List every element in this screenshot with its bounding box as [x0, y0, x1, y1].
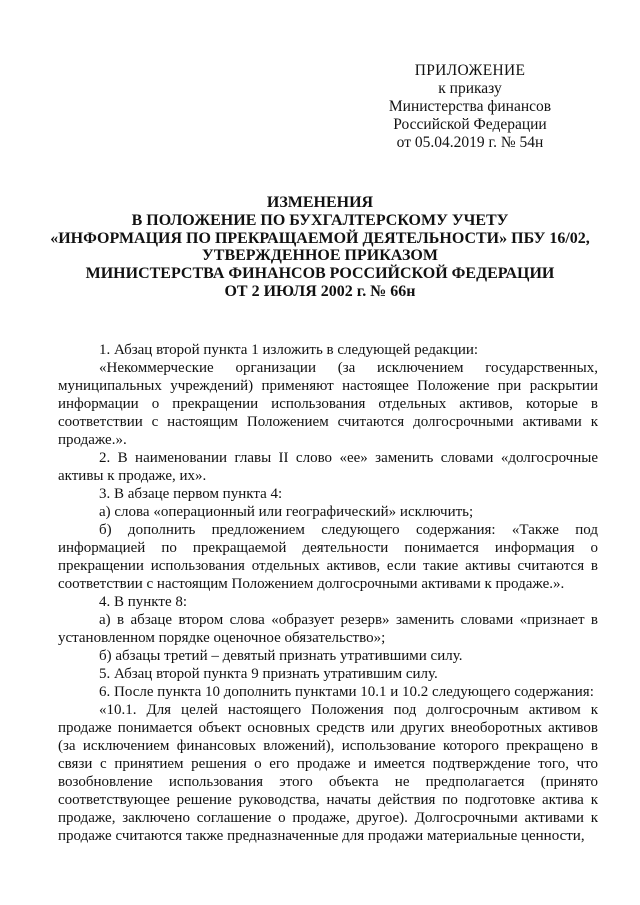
paragraph: а) слова «операционный или географический» исключить; — [99, 504, 474, 520]
appendix-order-ref: от 05.04.2019 г. № 54н — [396, 134, 544, 151]
title-line: УТВЕРЖДЕННОЕ ПРИКАЗОМ — [202, 247, 438, 265]
paragraph: «10.1. Для целей настоящего Положения под долгосрочным активом к продаже понимается объект основных средств или других внеоборотных активов (за исключением финансовых вложений), использование которого прекращено в связи с принятием решения о его продаже и имеется подтверждение того, что возобновление использования этого объекта не предполагается (принято соответствующее решение руководства, начаты действия по подготовке актива к продаже, заключено соглашение о продаже, другое). Долгосрочными активами к продаже считаются также предназначенные для продажи материальные ценности, — [58, 702, 598, 844]
title-line: ИЗМЕНЕНИЯ — [266, 194, 374, 211]
paragraph: 3. В абзаце первом пункта 4: — [99, 486, 283, 502]
paragraph: 6. После пункта 10 дополнить пунктами 10.1 и 10.2 следующего содержания: — [99, 684, 594, 700]
appendix-line: Министерства финансов — [388, 98, 552, 115]
title-line: ОТ 2 ИЮЛЯ 2002 г. № 66н — [224, 282, 416, 300]
paragraph: 4. В пункте 8: — [99, 594, 188, 610]
paragraph: 1. Абзац второй пункта 1 изложить в следующей редакции: — [99, 342, 479, 358]
document-title — [40, 194, 600, 301]
appendix-line: к приказу — [438, 80, 502, 97]
title-line: «ИНФОРМАЦИЯ ПО ПРЕКРАЩАЕМОЙ ДЕЯТЕЛЬНОСТИ» ПБУ 16/02, — [50, 229, 590, 247]
paragraph: а) в абзаце втором слова «образует резерв» заменить словами «признает в установленном порядке оценочное обязательство»; — [58, 612, 598, 646]
paragraph: 5. Абзац второй пункта 9 признать утратившим силу. — [99, 666, 438, 682]
paragraph: 2. В наименовании главы II слово «ее» заменить словами «долгосрочные активы к продаже, их». — [58, 450, 598, 484]
title-line: В ПОЛОЖЕНИЕ ПО БУХГАЛТЕРСКОМУ УЧЕТУ — [131, 211, 509, 229]
paragraph: б) абзацы третий – девятый признать утратившими силу. — [99, 648, 463, 664]
paragraph: «Некоммерческие организации (за исключением государственных, муниципальных учреждений) применяют настоящее Положение при раскрытии информации о прекращении использования отдельных активов, которые в соответствии с настоящим Положением считаются долгосрочными активами к продаже.». — [58, 360, 598, 448]
appendix-line: Российской Федерации — [393, 116, 547, 133]
appendix-heading: ПРИЛОЖЕНИЕ — [414, 62, 526, 79]
document-body — [58, 341, 598, 845]
appendix-block — [380, 62, 560, 152]
paragraph: б) дополнить предложением следующего содержания: «Также под информацией по прекращаемой деятельности понимается информация о прекращении использования отдельных активов, если такие активы считаются в соответствии с настоящим Положением долгосрочными активами к продаже.». — [58, 522, 598, 592]
title-line: МИНИСТЕРСТВА ФИНАНСОВ РОССИЙСКОЙ ФЕДЕРАЦИИ — [85, 265, 555, 283]
